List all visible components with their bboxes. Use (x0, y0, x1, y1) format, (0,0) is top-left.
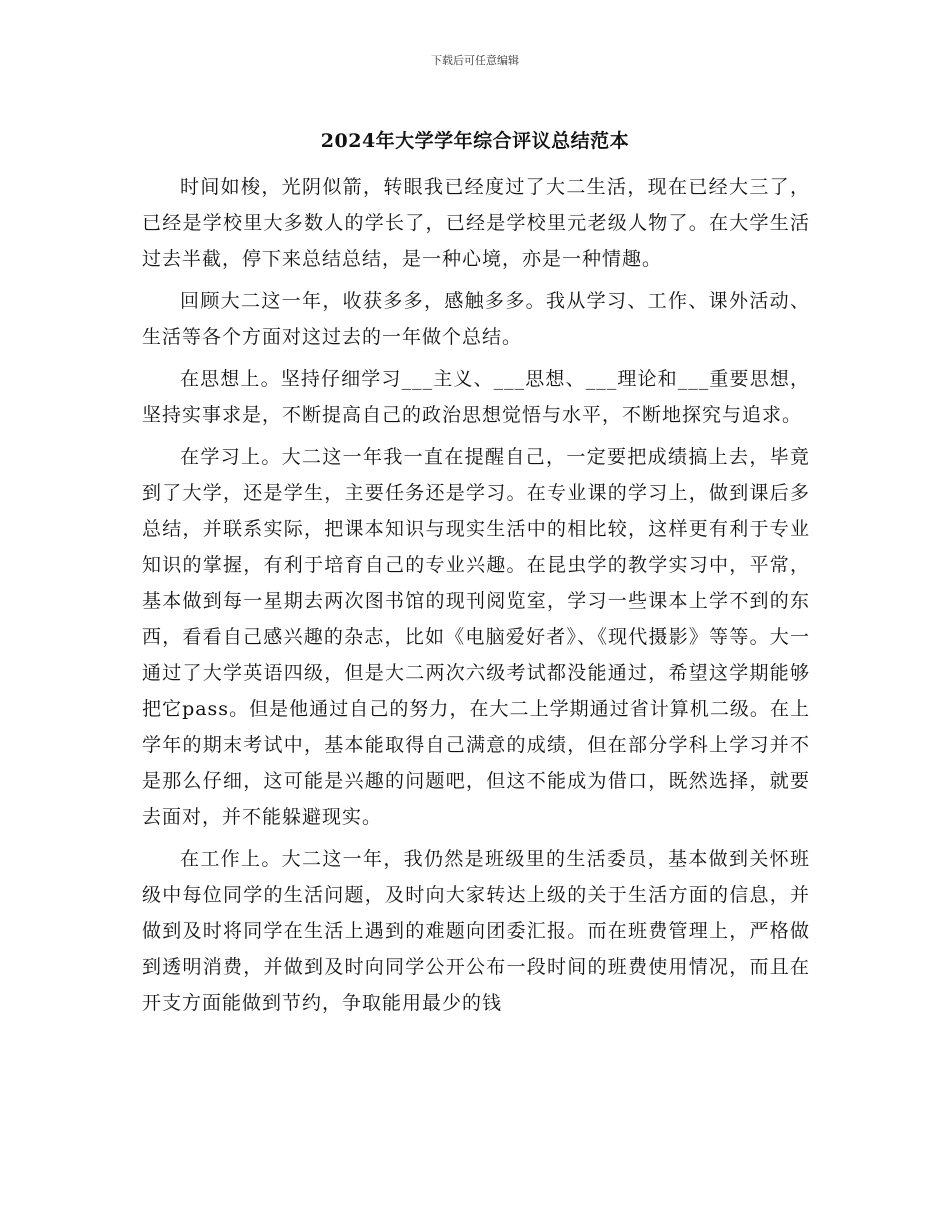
document-body (142, 169, 810, 1027)
paragraph-work: 在工作上。大二这一年，我仍然是班级里的生活委员，基本做到关怀班级中每位同学的生活问题，及时向大家转达上级的关于生活方面的信息，并做到及时将同学在生活上遇到的难题向团委汇报。而在班费管理上，严格做到透明消费，并做到及时向同学公开公布一段时间的班费使用情况，而且在开支方面能做到节约，争取能用最少的钱 (142, 848, 810, 1014)
document-title: 2024年大学学年综合评议总结范本 (320, 130, 630, 152)
paragraph-thought: 在思想上。坚持仔细学习___主义、___思想、___理论和___重要思想，坚持实事求是，不断提高自己的政治思想觉悟与水平，不断地探究与追求。 (142, 368, 810, 426)
paragraph-study: 在学习上。大二这一年我一直在提醒自己，一定要把成绩搞上去，毕竟到了大学，还是学生，主要任务还是学习。在专业课的学习上，做到课后多总结，并联系实际，把课本知识与现实生活中的相比较，这样更有利于专业知识的掌握，有利于培育自己的专业兴趣。在昆虫学的教学实习中，平常，基本做到每一星期去两次图书馆的现刊阅览室，学习一些课本上学不到的东西，看看自己感兴趣的杂志，比如《电脑爱好者》、《现代摄影》等等。大一通过了大学英语四级，但是大二两次六级考试都没能通过，希望这学期能够把它pass。但是他通过自己的努力，在大二上学期通过省计算机二级。在上学年的期末考试中，基本能取得自己满意的成绩，但在部分学科上学习并不是那么仔细，这可能是兴趣的问题吧，但这不能成为借口，既然选择，就要去面对，并不能躲避现实。 (142, 446, 810, 828)
header-note: 下载后可任意编辑 (431, 54, 519, 67)
paragraph-intro: 时间如梭，光阴似箭，转眼我已经度过了大二生活，现在已经大三了，已经是学校里大多数人的学长了，已经是学校里元老级人物了。在大学生活过去半截，停下来总结总结，是一种心境，亦是一种情趣。 (142, 176, 810, 270)
paragraph-review: 回顾大二这一年，收获多多，感触多多。我从学习、工作、课外活动、生活等各个方面对这过去的一年做个总结。 (142, 290, 810, 348)
